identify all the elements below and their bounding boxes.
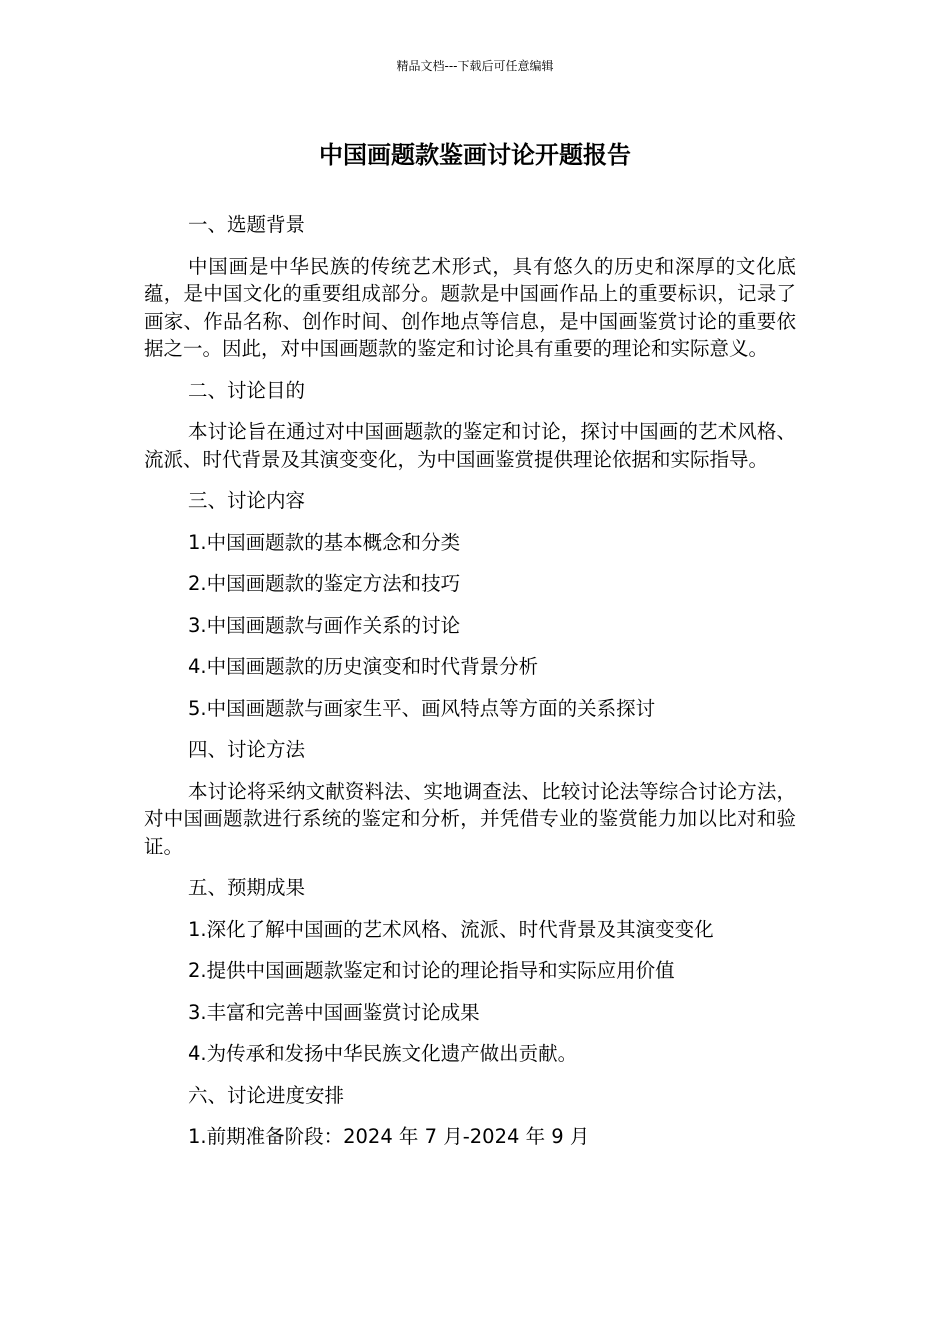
list-item: 3.丰富和完善中国画鉴赏讨论成果 — [188, 1000, 480, 1024]
document-body — [144, 211, 796, 1165]
section-heading-content: 三、讨论内容 — [188, 489, 306, 512]
section-heading-background: 一、选题背景 — [188, 213, 306, 236]
page-header-note: 精品文档---下载后可任意编辑 — [396, 59, 554, 73]
list-item: 1.前期准备阶段：2024 年 7 月-2024 年 9 月 — [188, 1125, 590, 1148]
list-item: 4.中国画题款的历史演变和时代背景分析 — [188, 655, 539, 678]
list-item: 2.提供中国画题款鉴定和讨论的理论指导和实际应用价值 — [188, 959, 675, 982]
section-heading-schedule: 六、讨论进度安排 — [188, 1083, 345, 1107]
section-heading-method: 四、讨论方法 — [188, 738, 306, 761]
list-item: 1.深化了解中国画的艺术风格、流派、时代背景及其演变变化 — [188, 917, 714, 941]
list-item: 4.为传承和发扬中华民族文化遗产做出贡献。 — [188, 1042, 578, 1065]
document-title: 中国画题款鉴画讨论开题报告 — [319, 141, 631, 169]
section-heading-outcomes: 五、预期成果 — [188, 876, 306, 899]
list-item: 2.中国画题款的鉴定方法和技巧 — [188, 572, 461, 595]
paragraph-method: 本讨论将采纳文献资料法、实地调查法、比较讨论法等综合讨论方法，对中国画题款进行系统的鉴定和分析，并凭借专业的鉴赏能力加以比对和验证。 — [144, 779, 796, 858]
list-item: 3.中国画题款与画作关系的讨论 — [188, 613, 461, 637]
paragraph-background: 中国画是中华民族的传统艺术形式，具有悠久的历史和深厚的文化底蕴，是中国文化的重要组成部分。题款是中国画作品上的重要标识，记录了画家、作品名称、创作时间、创作地点等信息，是中国画鉴赏讨论的重要依据之一。因此，对中国画题款的鉴定和讨论具有重要的理论和实际意义。 — [144, 254, 796, 360]
paragraph-purpose: 本讨论旨在通过对中国画题款的鉴定和讨论，探讨中国画的艺术风格、流派、时代背景及其演变变化，为中国画鉴赏提供理论依据和实际指导。 — [144, 420, 796, 471]
section-heading-purpose: 二、讨论目的 — [188, 378, 306, 402]
list-item: 1.中国画题款的基本概念和分类 — [188, 530, 461, 554]
list-item: 5.中国画题款与画家生平、画风特点等方面的关系探讨 — [188, 696, 656, 720]
